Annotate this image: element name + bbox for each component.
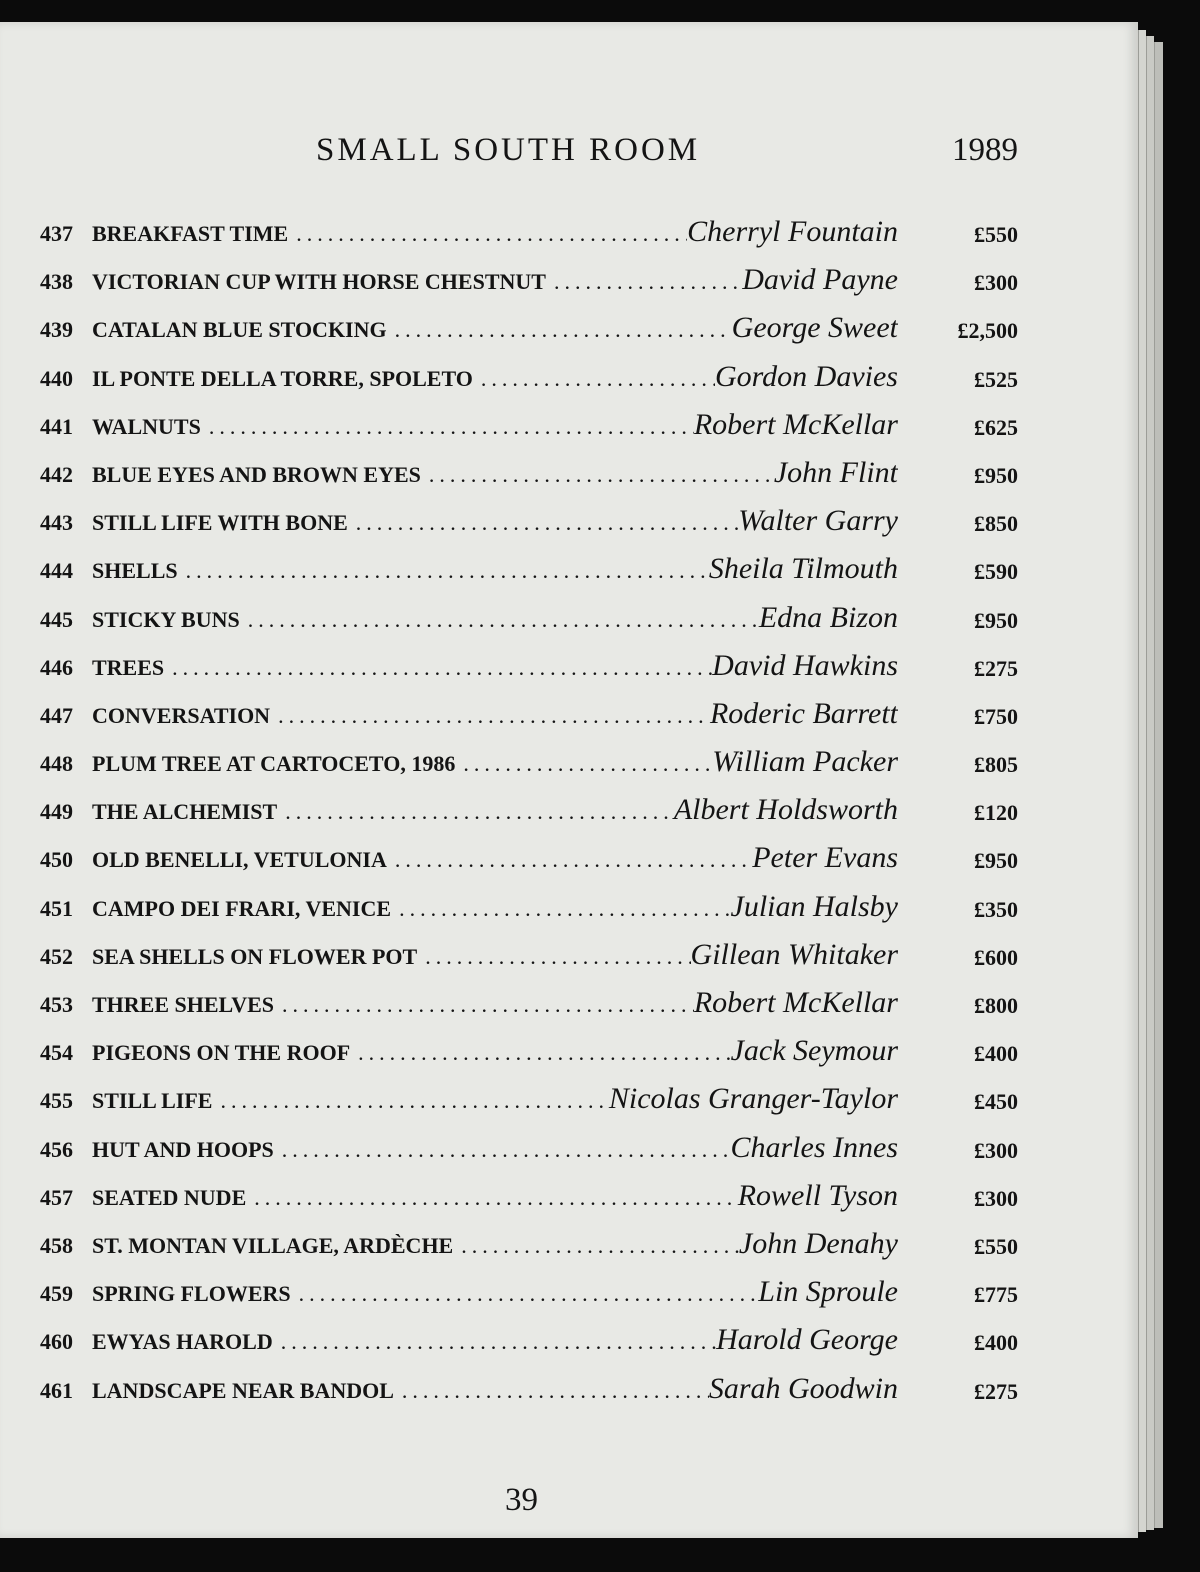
entry-line <box>92 1268 898 1316</box>
catalogue-entry <box>0 786 1138 834</box>
work-title: IL PONTE DELLA TORRE, SPOLETO <box>92 365 473 391</box>
entry-number: 445 <box>40 606 73 632</box>
work-price: £300 <box>974 1137 1018 1163</box>
work-title: SEATED NUDE <box>92 1184 247 1210</box>
entry-number: 447 <box>40 702 73 728</box>
entry-line <box>92 401 898 449</box>
work-price: £600 <box>974 944 1018 970</box>
work-price: £275 <box>974 655 1018 681</box>
work-price: £850 <box>974 511 1018 537</box>
entry-number: 459 <box>40 1281 73 1307</box>
artist-name: David Payne <box>742 263 898 297</box>
catalogue-entry <box>0 1124 1138 1172</box>
entry-line <box>92 545 898 593</box>
entry-number: 437 <box>40 221 73 246</box>
catalogue-entry <box>0 1075 1138 1123</box>
catalogue-entry <box>0 931 1138 979</box>
catalogue-entry <box>0 642 1138 690</box>
dot-leader <box>178 558 709 584</box>
entry-line <box>92 1220 898 1268</box>
artist-name: Harold George <box>716 1323 898 1357</box>
work-title: PLUM TREE AT CARTOCETO, 1986 <box>92 751 456 777</box>
artist-name: John Denahy <box>738 1226 898 1260</box>
work-title: WALNUTS <box>92 413 201 439</box>
work-price: £625 <box>974 414 1018 440</box>
catalogue-entry <box>0 738 1138 786</box>
work-price: £950 <box>974 607 1018 633</box>
entry-line <box>92 1027 898 1075</box>
entry-number: 458 <box>40 1232 73 1258</box>
entry-number: 442 <box>40 461 73 487</box>
artist-name: John Flint <box>773 455 898 489</box>
dot-leader <box>240 607 759 633</box>
work-title: SHELLS <box>92 558 178 584</box>
work-price: £120 <box>974 800 1018 826</box>
entry-line <box>92 1365 898 1413</box>
entry-number: 448 <box>40 751 73 777</box>
work-price: £525 <box>974 366 1018 392</box>
entry-number: 453 <box>40 992 73 1017</box>
entry-number: 457 <box>40 1184 73 1210</box>
catalogue-entry <box>0 834 1138 882</box>
dot-leader <box>350 1040 730 1066</box>
artist-name: Julian Halsby <box>730 889 898 923</box>
dot-leader <box>277 799 674 825</box>
artist-name: Rowell Tyson <box>737 1178 898 1212</box>
work-title: SPRING FLOWERS <box>92 1281 291 1307</box>
entry-line <box>92 449 898 497</box>
dot-leader <box>274 1137 731 1163</box>
work-title: THE ALCHEMIST <box>92 799 278 825</box>
artist-name: Gordon Davies <box>714 359 898 393</box>
work-title: STICKY BUNS <box>92 606 240 632</box>
entry-number: 460 <box>40 1329 73 1355</box>
room-title: SMALL SOUTH ROOM <box>316 132 701 168</box>
dot-leader <box>348 510 739 536</box>
catalogue-entry <box>0 304 1138 352</box>
catalogue-entry <box>0 979 1138 1027</box>
artist-name: Charles Innes <box>730 1130 898 1164</box>
work-price: £400 <box>974 1330 1018 1356</box>
work-title: EWYAS HAROLD <box>92 1329 273 1355</box>
catalogue-entry <box>0 208 1138 256</box>
work-price: £590 <box>974 559 1018 585</box>
dot-leader <box>291 1281 759 1307</box>
dot-leader <box>212 1088 608 1114</box>
work-price: £805 <box>974 752 1018 778</box>
entry-number: 450 <box>40 847 73 873</box>
catalogue-entry <box>0 1220 1138 1268</box>
entry-number: 440 <box>40 365 73 391</box>
work-price: £275 <box>974 1378 1018 1404</box>
entry-line <box>92 497 898 545</box>
work-title: BREAKFAST TIME <box>92 221 289 246</box>
entry-number: 441 <box>40 413 73 439</box>
artist-name: Sarah Goodwin <box>708 1371 898 1405</box>
entry-line <box>92 883 898 931</box>
work-price: £350 <box>974 896 1018 922</box>
work-title: BLUE EYES AND BROWN EYES <box>92 461 421 487</box>
dot-leader <box>421 462 774 488</box>
entry-number: 438 <box>40 269 73 295</box>
dot-leader <box>273 1329 716 1355</box>
entry-line <box>92 256 898 304</box>
artist-name: William Packer <box>712 745 898 779</box>
artist-name: Nicolas Granger-Taylor <box>608 1082 898 1116</box>
catalogue-entry <box>0 1365 1138 1413</box>
dot-leader <box>417 944 690 970</box>
catalogue-entry <box>0 1268 1138 1316</box>
work-title: LANDSCAPE NEAR BANDOL <box>92 1377 394 1403</box>
work-price: £550 <box>974 1233 1018 1259</box>
page-edge <box>1138 30 1146 1532</box>
page-header <box>0 132 1138 176</box>
entry-line <box>92 1075 898 1123</box>
entry-number: 444 <box>40 558 73 584</box>
catalogue-entry <box>0 256 1138 304</box>
dot-leader <box>274 992 694 1018</box>
artist-name: Sheila Tilmouth <box>708 552 898 586</box>
entry-number: 449 <box>40 799 73 825</box>
work-price: £550 <box>974 222 1018 247</box>
catalogue-entry <box>0 594 1138 642</box>
catalogue-entry <box>0 690 1138 738</box>
entry-number: 443 <box>40 510 73 536</box>
work-title: CAMPO DEI FRARI, VENICE <box>92 895 392 921</box>
entry-line <box>92 208 898 256</box>
dot-leader <box>546 269 742 295</box>
catalogue-entry <box>0 545 1138 593</box>
artist-name: Cherryl Fountain <box>687 215 898 248</box>
catalogue-entry <box>0 497 1138 545</box>
artist-name: Albert Holdsworth <box>673 793 898 827</box>
work-price: £300 <box>974 270 1018 296</box>
dot-leader <box>455 751 712 777</box>
artist-name: Robert McKellar <box>693 986 898 1019</box>
dot-leader <box>387 847 752 873</box>
entry-line <box>92 931 898 979</box>
entry-number: 452 <box>40 943 73 969</box>
dot-leader <box>473 366 715 392</box>
work-title: ST. MONTAN VILLAGE, ARDÈCHE <box>92 1232 454 1258</box>
catalogue-entry <box>0 401 1138 449</box>
work-price: £950 <box>974 462 1018 488</box>
work-price: £400 <box>974 1041 1018 1067</box>
page-edge <box>1146 36 1154 1530</box>
dot-leader <box>288 221 687 247</box>
entry-line <box>92 642 898 690</box>
artist-name: Gillean Whitaker <box>690 937 898 971</box>
dot-leader <box>387 317 732 343</box>
work-title: CATALAN BLUE STOCKING <box>92 317 387 343</box>
exhibition-year: 1989 <box>952 132 1018 168</box>
artist-name: Robert McKellar <box>693 407 898 441</box>
entry-line <box>92 834 898 882</box>
entry-line <box>92 304 898 352</box>
entry-number: 454 <box>40 1040 73 1066</box>
entry-line <box>92 353 898 401</box>
entry-line <box>92 1124 898 1172</box>
entry-line <box>92 738 898 786</box>
work-price: £2,500 <box>957 318 1018 344</box>
work-price: £450 <box>974 1089 1018 1115</box>
entry-line <box>92 1316 898 1364</box>
entry-line <box>92 594 898 642</box>
work-price: £775 <box>974 1282 1018 1308</box>
dot-leader <box>246 1185 737 1211</box>
work-title: STILL LIFE <box>92 1088 213 1114</box>
work-title: THREE SHELVES <box>92 992 274 1017</box>
work-price: £950 <box>974 848 1018 874</box>
entry-number: 456 <box>40 1136 73 1162</box>
catalogue-entry <box>0 353 1138 401</box>
page-edge <box>1154 42 1163 1528</box>
work-title: CONVERSATION <box>92 702 271 728</box>
artist-name: Roderic Barrett <box>709 696 898 730</box>
catalogue-entry <box>0 449 1138 497</box>
artist-name: Lin Sproule <box>758 1275 898 1309</box>
entry-number: 439 <box>40 317 73 343</box>
dot-leader <box>453 1233 739 1259</box>
entry-line <box>92 690 898 738</box>
artist-name: Edna Bizon <box>758 600 898 634</box>
work-price: £300 <box>974 1185 1018 1211</box>
work-title: HUT AND HOOPS <box>92 1136 274 1162</box>
dot-leader <box>201 414 694 440</box>
entry-line <box>92 1172 898 1220</box>
catalogue-page <box>0 22 1138 1538</box>
artist-name: Walter Garry <box>738 504 898 538</box>
catalogue-entry <box>0 883 1138 931</box>
work-title: STILL LIFE WITH BONE <box>92 510 348 536</box>
entry-number: 451 <box>40 895 73 921</box>
dot-leader <box>164 655 712 681</box>
work-title: OLD BENELLI, VETULONIA <box>92 847 387 873</box>
dot-leader <box>270 703 710 729</box>
artist-name: David Hawkins <box>712 648 898 682</box>
artist-name: Jack Seymour <box>730 1034 898 1068</box>
entry-number: 455 <box>40 1088 73 1114</box>
catalogue-entry <box>0 1316 1138 1364</box>
artist-name: Peter Evans <box>752 841 898 875</box>
entry-number: 461 <box>40 1377 73 1403</box>
work-title: TREES <box>92 654 165 680</box>
entry-line <box>92 979 898 1027</box>
work-price: £800 <box>974 993 1018 1018</box>
catalogue-entry <box>0 1172 1138 1220</box>
work-title: SEA SHELLS ON FLOWER POT <box>92 943 418 969</box>
catalogue-list <box>0 208 1138 1413</box>
dot-leader <box>394 1378 709 1404</box>
artist-name: George Sweet <box>731 311 898 345</box>
entry-line <box>92 786 898 834</box>
entry-number: 446 <box>40 654 73 680</box>
catalogue-entry <box>0 1027 1138 1075</box>
dot-leader <box>391 896 730 922</box>
page-number: 39 <box>505 1482 538 1518</box>
work-price: £750 <box>974 703 1018 729</box>
work-title: VICTORIAN CUP WITH HORSE CHESTNUT <box>92 269 546 295</box>
work-title: PIGEONS ON THE ROOF <box>92 1040 351 1066</box>
